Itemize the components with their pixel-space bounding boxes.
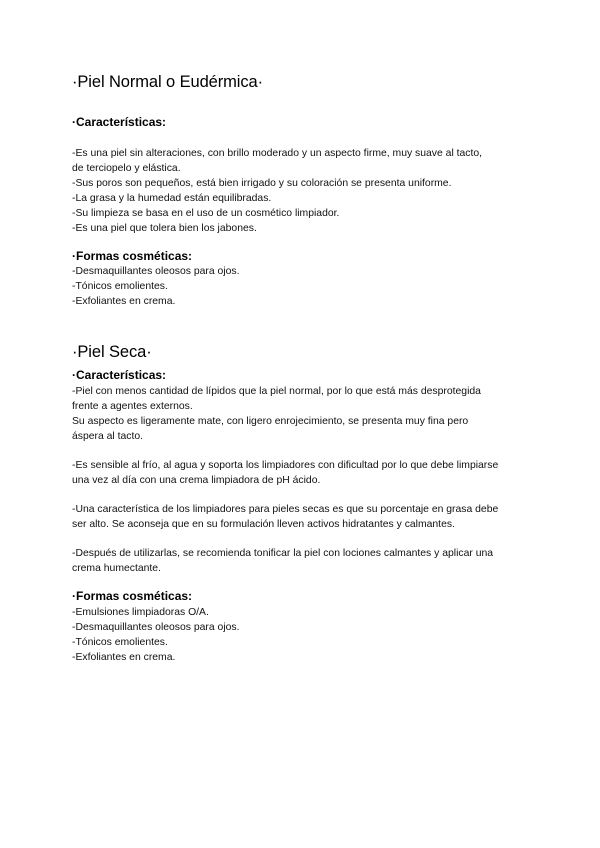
forms-heading: ·Formas cosméticas: [72, 249, 193, 263]
text-line: -Una característica de los limpiadores para pieles secas es que su porcentaje en grasa debe [72, 504, 499, 515]
forms-list [72, 605, 532, 665]
text-line: -Desmaquillantes oleosos para ojos. [72, 266, 240, 277]
section-title: ·Piel Normal o Eudérmica· [72, 73, 263, 91]
text-line: una vez al día con una crema limpiadora de pH ácido. [72, 475, 321, 486]
text-line: -Exfoliantes en crema. [72, 296, 176, 307]
paragraph-2 [72, 458, 532, 488]
text-line: -Su limpieza se basa en el uso de un cosmético limpiador. [72, 208, 340, 219]
text-line: -La grasa y la humedad están equilibradas. [72, 193, 272, 204]
text-line: Su aspecto es ligeramente mate, con ligero enrojecimiento, se presenta muy fina pero [72, 416, 469, 427]
section-normal-skin [72, 72, 532, 92]
text-line: -Exfoliantes en crema. [72, 652, 176, 663]
section-title: ·Piel Seca· [72, 343, 152, 361]
characteristics-list [72, 146, 532, 236]
characteristics-heading: ·Características: [72, 368, 167, 382]
text-line: áspera al tacto. [72, 431, 144, 442]
paragraph-3 [72, 502, 532, 532]
text-line: de terciopelo y elástica. [72, 163, 181, 174]
text-line: frente a agentes externos. [72, 401, 193, 412]
text-line: -Sus poros son pequeños, está bien irrigado y su coloración se presenta uniforme. [72, 178, 452, 189]
text-line: -Desmaquillantes oleosos para ojos. [72, 622, 240, 633]
text-line: -Piel con menos cantidad de lípidos que la piel normal, por lo que está más desprotegida [72, 386, 481, 397]
text-line: ser alto. Se aconseja que en su formulación lleven activos hidratantes y calmantes. [72, 519, 455, 530]
paragraph-4 [72, 546, 532, 576]
forms-list [72, 264, 532, 309]
text-line: -Tónicos emolientes. [72, 637, 168, 648]
text-line: -Es una piel sin alteraciones, con brillo moderado y un aspecto firme, muy suave al tacto, [72, 148, 483, 159]
text-line: -Tónicos emolientes. [72, 281, 168, 292]
forms-heading: ·Formas cosméticas: [72, 589, 193, 603]
section-dry-skin [72, 342, 532, 362]
text-line: -Es sensible al frío, al agua y soporta los limpiadores con dificultad por lo que debe limpiarse [72, 460, 499, 471]
characteristics-heading: ·Características: [72, 115, 167, 129]
paragraph-1 [72, 384, 532, 444]
text-line: -Después de utilizarlas, se recomienda tonificar la piel con lociones calmantes y aplicar una [72, 548, 494, 559]
text-line: -Emulsiones limpiadoras O/A. [72, 607, 209, 618]
text-line: crema humectante. [72, 563, 161, 574]
text-line: -Es una piel que tolera bien los jabones. [72, 223, 257, 234]
